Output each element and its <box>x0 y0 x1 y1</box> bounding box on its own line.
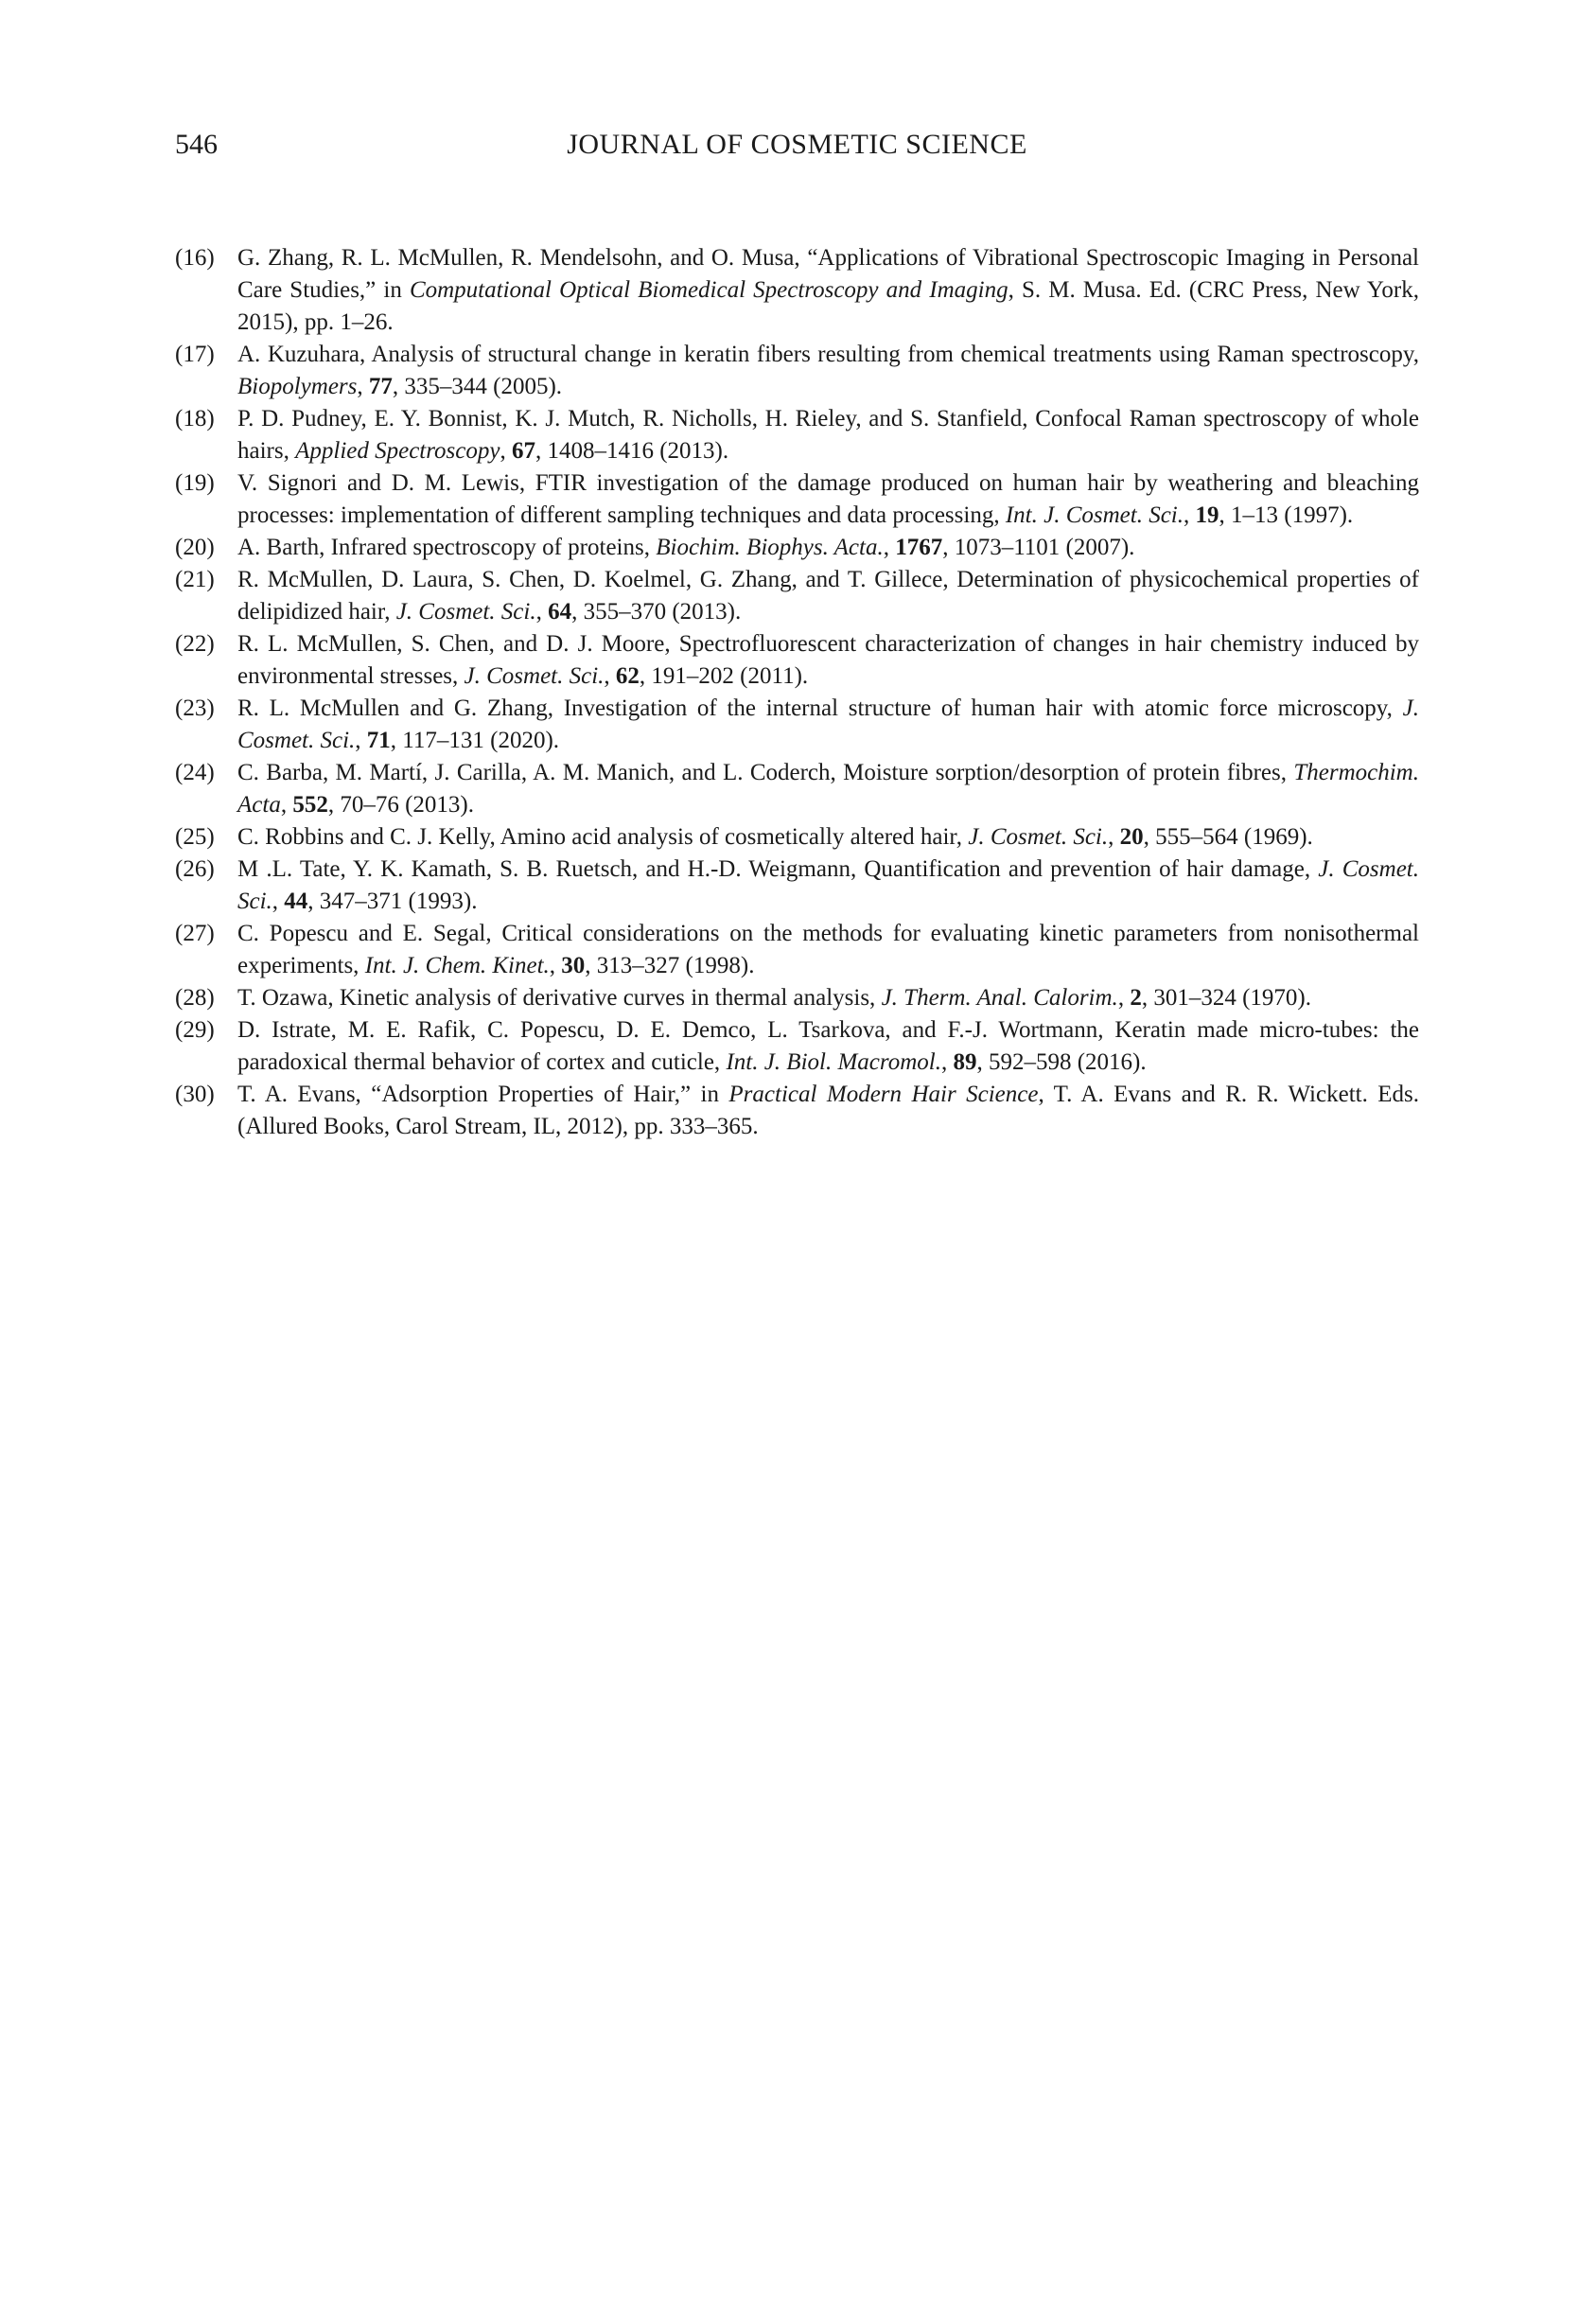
reference-volume: 64 <box>548 599 572 625</box>
reference-number: (22) <box>175 631 215 657</box>
reference-item <box>175 564 1419 628</box>
reference-text: , 313–327 (1998). <box>585 953 755 978</box>
reference-number: (16) <box>175 245 215 271</box>
reference-item <box>175 821 1419 854</box>
reference-journal-title: J. Cosmet. Sci. <box>464 663 605 689</box>
reference-text: D. Istrate, M. E. Rafik, C. Popescu, D. E. Demco, L. Tsarkova, and F.-J. Wortmann, Keratin made micro-tubes: the paradoxical thermal behavior of cortex and cuticle, <box>237 1017 1419 1075</box>
reference-text: R. McMullen, D. Laura, S. Chen, D. Koelmel, G. Zhang, and T. Gillece, Determination of physicochemical properties of delipidized hair, <box>237 567 1419 625</box>
reference-number: (18) <box>175 406 215 431</box>
reference-item <box>175 854 1419 918</box>
reference-journal-title: J. Cosmet. Sci. <box>237 856 1420 914</box>
reference-number: (20) <box>175 535 215 560</box>
reference-text: , <box>1117 985 1131 1011</box>
reference-text: , S. M. Musa. Ed. (CRC Press, New York, 2015), pp. 1–26. <box>237 277 1419 335</box>
reference-text: P. D. Pudney, E. Y. Bonnist, K. J. Mutch, R. Nicholls, H. Rieley, and S. Stanfield, Confocal Raman spectroscopy of whole hairs, <box>237 406 1419 464</box>
reference-text: A. Barth, Infrared spectroscopy of proteins, <box>237 535 657 560</box>
reference-text: , <box>535 599 549 625</box>
reference-text: , <box>549 953 562 978</box>
reference-volume: 552 <box>292 792 328 818</box>
reference-journal-title: Int. J. Biol. Macromol. <box>726 1049 941 1075</box>
reference-journal-title: J. Cosmet. Sci. <box>237 695 1419 753</box>
reference-journal-title: Applied Spectroscopy <box>295 438 500 464</box>
reference-item <box>175 339 1419 403</box>
reference-text: , <box>604 663 616 689</box>
reference-journal-title: J. Cosmet. Sci. <box>395 599 536 625</box>
reference-journal-title: J. Cosmet. Sci. <box>968 824 1109 850</box>
reference-volume: 20 <box>1119 824 1144 850</box>
reference-item <box>175 982 1419 1014</box>
reference-item <box>175 1079 1419 1143</box>
reference-number: (26) <box>175 856 215 882</box>
reference-volume: 30 <box>561 953 586 978</box>
reference-number: (27) <box>175 921 215 946</box>
reference-text: , 191–202 (2011). <box>639 663 809 689</box>
page-content <box>175 125 1419 1143</box>
reference-item <box>175 242 1419 339</box>
reference-item <box>175 757 1419 821</box>
reference-journal-title: Int. J. Chem. Kinet. <box>364 953 550 978</box>
reference-number: (25) <box>175 824 215 850</box>
reference-text: , <box>500 438 512 464</box>
reference-text: C. Popescu and E. Segal, Critical considerations on the methods for evaluating kinetic parameters from nonisothermal experiments, <box>237 921 1419 978</box>
reference-number: (19) <box>175 470 215 496</box>
reference-journal-title: Thermochim. Acta <box>237 760 1419 818</box>
reference-journal-title: Computational Optical Biomedical Spectroscopy and Imaging <box>409 277 1008 303</box>
reference-text: , 347–371 (1993). <box>307 889 478 914</box>
reference-text: , <box>355 728 367 753</box>
reference-text: , <box>940 1049 954 1075</box>
reference-item <box>175 628 1419 693</box>
reference-number: (28) <box>175 985 215 1011</box>
reference-text: , <box>1184 502 1196 528</box>
reference-journal-title: J. Therm. Anal. Calorim. <box>881 985 1118 1011</box>
reference-text: T. Ozawa, Kinetic analysis of derivative curves in thermal analysis, <box>237 985 882 1011</box>
reference-item <box>175 1014 1419 1079</box>
reference-text: A. Kuzuhara, Analysis of structural change in keratin fibers resulting from chemical treatments using Raman spectroscopy, <box>237 342 1419 367</box>
reference-text: , 70–76 (2013). <box>327 792 474 818</box>
reference-text: , <box>357 374 369 399</box>
reference-text: C. Robbins and C. J. Kelly, Amino acid analysis of cosmetically altered hair, <box>237 824 969 850</box>
reference-volume: 67 <box>511 438 535 464</box>
reference-item <box>175 532 1419 564</box>
reference-volume: 77 <box>368 374 393 399</box>
reference-text: , 117–131 (2020). <box>390 728 560 753</box>
reference-journal-title: Biopolymers <box>237 374 358 399</box>
reference-journal-title: Practical Modern Hair Science <box>728 1082 1039 1107</box>
reference-text: , 1–13 (1997). <box>1219 502 1354 528</box>
reference-text: , 555–564 (1969). <box>1143 824 1313 850</box>
reference-text: , 301–324 (1970). <box>1141 985 1311 1011</box>
reference-text: T. A. Evans, “Adsorption Properties of Hair,” in <box>237 1082 729 1107</box>
reference-item <box>175 467 1419 532</box>
reference-text: , <box>280 792 293 818</box>
reference-journal-title: Int. J. Cosmet. Sci. <box>1005 502 1184 528</box>
reference-text: V. Signori and D. M. Lewis, FTIR investigation of the damage produced on human hair by weathering and bleaching processes: implementation of different sampling techniques and data processing, <box>237 470 1419 528</box>
reference-volume: 2 <box>1130 985 1142 1011</box>
running-head <box>175 125 1419 165</box>
reference-text: , 335–344 (2005). <box>392 374 563 399</box>
reference-number: (30) <box>175 1082 215 1107</box>
reference-volume: 19 <box>1195 502 1219 528</box>
page-number: 546 <box>175 129 218 160</box>
reference-text: M .L. Tate, Y. K. Kamath, S. B. Ruetsch, and H.-D. Weigmann, Quantification and prevention of hair damage, <box>237 856 1319 882</box>
journal-title: JOURNAL OF COSMETIC SCIENCE <box>567 129 1027 160</box>
reference-number: (21) <box>175 567 215 592</box>
reference-text: , 355–370 (2013). <box>571 599 742 625</box>
reference-number: (29) <box>175 1017 215 1043</box>
reference-volume: 62 <box>615 663 640 689</box>
reference-text: , 1408–1416 (2013). <box>535 438 729 464</box>
reference-number: (17) <box>175 342 215 367</box>
reference-text: C. Barba, M. Martí, J. Carilla, A. M. Manich, and L. Coderch, Moisture sorption/desorption of protein fibres, <box>237 760 1294 785</box>
reference-number: (24) <box>175 760 215 785</box>
reference-item <box>175 693 1419 757</box>
reference-number: (23) <box>175 695 215 721</box>
reference-text: G. Zhang, R. L. McMullen, R. Mendelsohn, and O. Musa, “Applications of Vibrational Spectroscopic Imaging in Personal Care Studies,” in <box>237 245 1419 303</box>
reference-text: , 1073–1101 (2007). <box>942 535 1135 560</box>
reference-volume: 71 <box>366 728 391 753</box>
reference-text: , <box>883 535 896 560</box>
reference-volume: 44 <box>284 889 308 914</box>
reference-item <box>175 918 1419 982</box>
reference-text: R. L. McMullen, S. Chen, and D. J. Moore, Spectrofluorescent characterization of changes in hair chemistry induced by environmental stresses, <box>237 631 1419 689</box>
reference-text: , <box>1108 824 1120 850</box>
reference-volume: 1767 <box>895 535 943 560</box>
reference-item <box>175 403 1419 467</box>
reference-text: , T. A. Evans and R. R. Wickett. Eds. (Allured Books, Carol Stream, IL, 2012), pp. 333–365. <box>237 1082 1420 1139</box>
reference-text: , 592–598 (2016). <box>976 1049 1147 1075</box>
reference-text: , <box>272 889 285 914</box>
reference-text: R. L. McMullen and G. Zhang, Investigation of the internal structure of human hair with atomic force microscopy, <box>237 695 1403 721</box>
reference-journal-title: Biochim. Biophys. Acta. <box>656 535 884 560</box>
reference-list <box>175 242 1419 1143</box>
reference-volume: 89 <box>953 1049 977 1075</box>
